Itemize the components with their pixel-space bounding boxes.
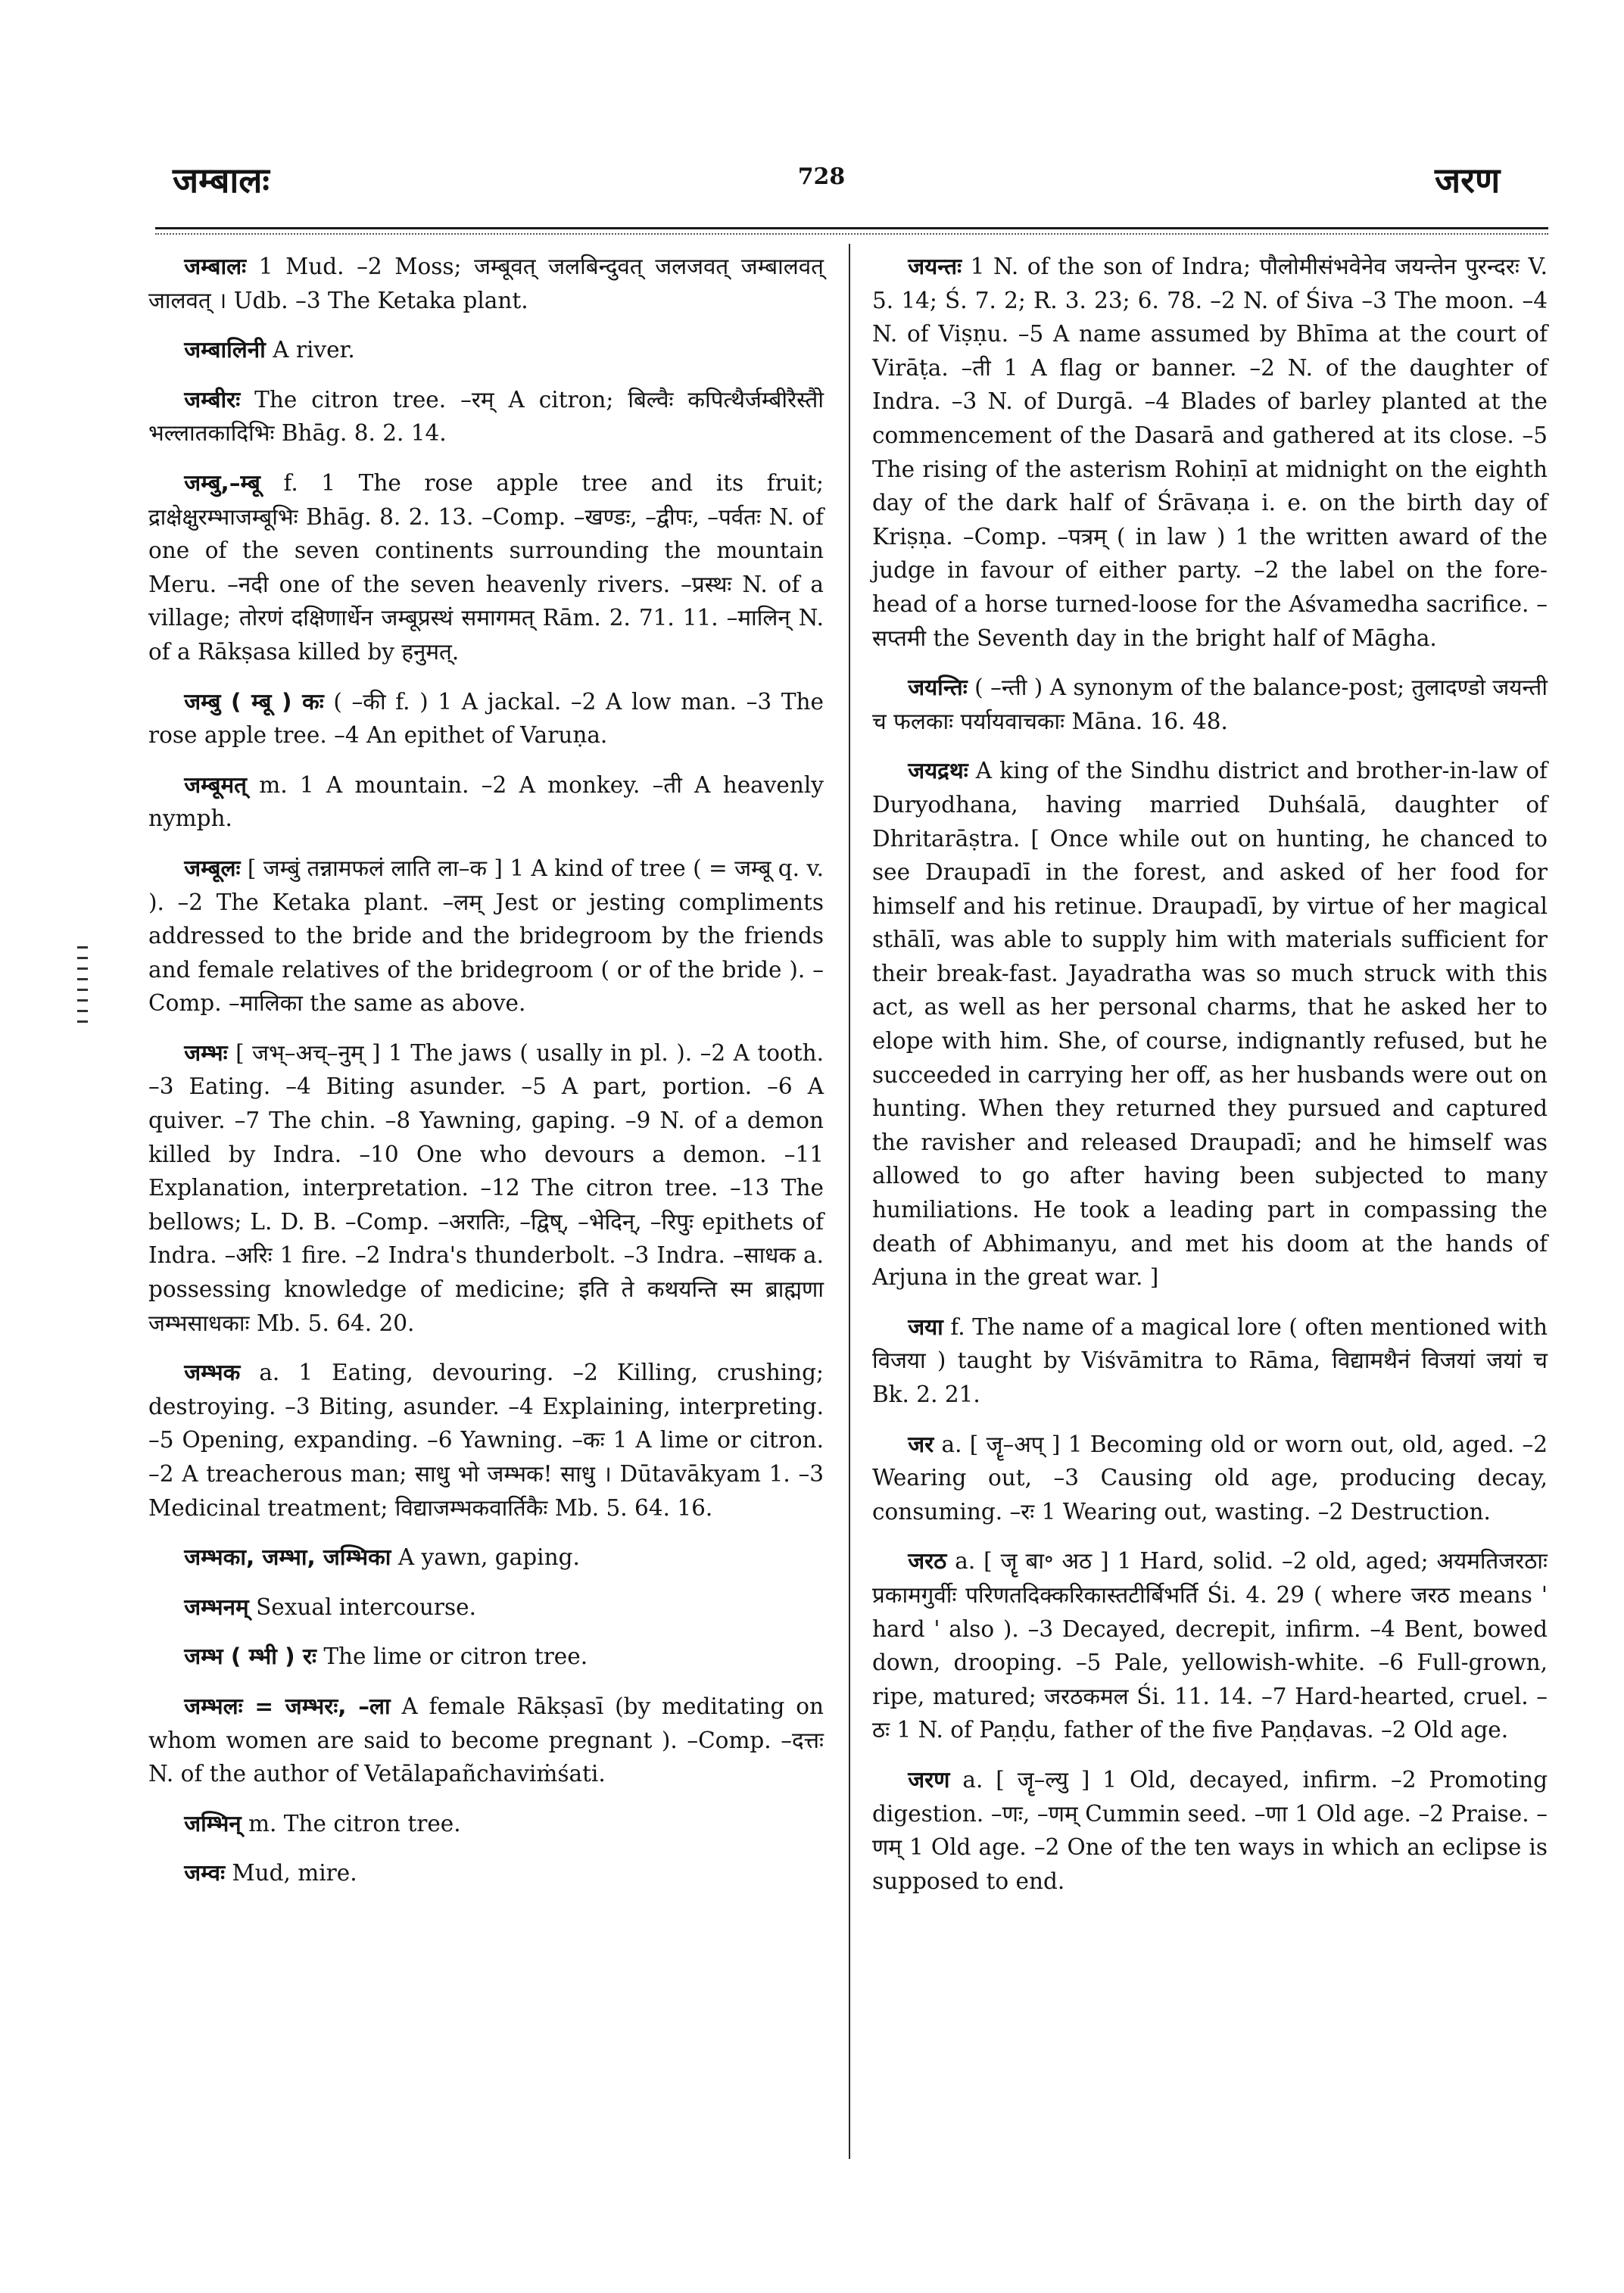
dictionary-entry [148, 1690, 824, 1791]
dictionary-entry [148, 1807, 824, 1841]
dictionary-entry [148, 333, 824, 367]
dictionary-entry [148, 852, 824, 1020]
header-rule [155, 227, 1548, 229]
headword: जम्वः [184, 1860, 226, 1886]
dictionary-entry [872, 1763, 1548, 1898]
page-number: 728 [797, 164, 846, 190]
dictionary-entry [148, 1356, 824, 1525]
header-dotted-rule [155, 233, 1548, 235]
definition: [ जम्बुं तन्नामफलं लाति ला–क ] 1 A kind of tree ( = जम्बू q. v. ). –2 The Ketaka plant. –लम् Jest or jesting compliments addressed to the bride and the bridegroom by the friends and female relatives of the bridegroom ( or of the bride ). –Comp. –मालिका the same as above. [148, 855, 824, 1017]
definition: A river. [273, 337, 355, 363]
definition: [ जभ्–अच्–नुम् ] 1 The jaws ( usally in pl. ). –2 A tooth. –3 Eating. –4 Biting asunder. –5 A part, portion. –6 A quiver. –7 The chin. –8 Yawning, gaping. –9 N. of a demon killed by Indra. –10 One who devours a demon. –11 Explanation, interpretation. –12 The citron tree. –13 The bellows; L. D. B. –Comp. –अरातिः, –द्विष्, –भेदिन्, –रिपुः epithets of Indra. –अरिः 1 fire. –2 Indra's thunderbolt. –3 Indra. –साधक a. possessing knowledge of medicine; इति ते कथयन्ति स्म ब्राह्मणा जम्भसाधकाः Mb. 5. 64. 20. [148, 1039, 824, 1336]
headword: जम्भिन् [184, 1810, 242, 1837]
headword: जरण [908, 1766, 950, 1793]
dictionary-entry [872, 671, 1548, 738]
definition: m. The citron tree. [248, 1810, 461, 1837]
definition: A female Rākṣasī (by meditating on whom women are said to become pregnant ). –Comp. –दत्तः N. of the author of Vetālapañchaviṁśati. [148, 1693, 824, 1787]
dictionary-entry [872, 754, 1548, 1294]
definition: ( –की f. ) 1 A jackal. –2 A low man. –3 The rose apple tree. –4 An epithet of Varuṇa. [148, 688, 824, 749]
definition: The citron tree. –रम् A citron; बिल्वैः कपित्थैर्जम्बीरैस्तैो भल्लातकादिभिः Bhāg. 8. 2. 14. [148, 386, 824, 447]
dictionary-entry [148, 768, 824, 836]
headword: जम्बूमत् [184, 771, 247, 798]
dictionary-entry [872, 1310, 1548, 1412]
headword: जम्बीरः [184, 386, 241, 413]
dictionary-entry [148, 383, 824, 450]
dictionary-entry [148, 250, 824, 317]
definition: The lime or citron tree. [323, 1643, 588, 1670]
headword: जम्भलः = जम्भरः, –ला [184, 1693, 391, 1719]
definition: ( –न्ती ) A synonym of the balance-post; तुलादण्डो जयन्ती च फलकाः पर्यायवाचकाः Māna. 16. 48. [872, 675, 1548, 734]
headword: जम्भः [184, 1039, 228, 1066]
definition: A yawn, gaping. [397, 1544, 580, 1571]
headword: जम्भका, जम्भा, जम्भिका [184, 1544, 391, 1571]
dictionary-entry [148, 1036, 824, 1340]
headword: जयन्तिः [908, 675, 968, 701]
column-divider [849, 244, 850, 2159]
headword: जयद्रथः [908, 758, 968, 784]
headword: जम्भनम् [184, 1594, 249, 1620]
running-head-right: जरण [1435, 160, 1501, 201]
headword: जम्बु ( म्बू ) कः [184, 688, 324, 715]
headword: जम्बालः [184, 254, 247, 279]
headword: जम्बालिनी [184, 337, 266, 363]
left-column [148, 250, 824, 1906]
headword: जयन्तः [908, 254, 962, 279]
definition: f. 1 The rose apple tree and its fruit; द्राक्षेक्षुरम्भाजम्बूभिः Bhāg. 8. 2. 13. –Comp. –खण्डः, –द्वीपः, –पर्वतः N. of one of the seven continents surrounding the mountain Meru. –नदी one of the seven heavenly rivers. –प्रस्थः N. of a village; तोरणं दक्षिणार्धेन जम्बूप्रस्थं समागमत् Rām. 2. 71. 11. –मालिन् N. of a Rākṣasa killed by हनुमत्. [148, 469, 824, 665]
headword: जरठ [908, 1548, 947, 1575]
dictionary-entry [148, 466, 824, 669]
headword: जया [908, 1313, 943, 1340]
headword: जम्भक [184, 1360, 241, 1386]
right-column [872, 250, 1548, 1914]
definition: Mud, mire. [232, 1860, 357, 1886]
dictionary-entry [872, 1428, 1548, 1529]
headword: जम्बु,–म्बू [184, 469, 260, 496]
dictionary-entry [148, 685, 824, 752]
definition: a. [ जॄ–ल्यु ] 1 Old, decayed, infirm. –2 Promoting digestion. –णः, –णम् Cummin seed. –णा 1 Old age. –2 Praise. –णम् 1 Old age. –2 One of the ten ways in which an eclipse is supposed to end. [872, 1766, 1548, 1894]
dictionary-entry [148, 1640, 824, 1674]
dictionary-entry [872, 250, 1548, 655]
dictionary-entry [148, 1541, 824, 1575]
dictionary-entry [148, 1856, 824, 1890]
headword: जम्बूलः [184, 855, 241, 881]
definition: 1 N. of the son of Indra; पौलोमीसंभवेनेव जयन्तेन पुरन्दरः V. 5. 14; Ś. 7. 2; R. 3. 23; 6. 78. –2 N. of Śiva –3 The moon. –4 N. of Viṣṇu. –5 A name assumed by Bhīma at the court of Virāṭa. –ती 1 A flag or banner. –2 N. of the daughter of Indra. –3 N. of Durgā. –4 Blades of barley planted at the commencement of the Dasarā and gathered at its close. –5 The rising of the asterism Rohiṇī at midnight on the eighth day of the dark half of Śrāvaṇa i. e. on the birth day of Kriṣṇa. –Comp. –पत्रम् ( in law ) 1 the written award of the judge in favour of either party. –2 the label on the fore-head of a horse turned-loose for the Aśvamedha sacrifice. –सप्तमी the Seventh day in the bright half of Māgha. [872, 254, 1548, 651]
definition: 1 Mud. –2 Moss; जम्बूवत् जलबिन्दुवत् जलजवत् जम्बालवत् जालवत् । Udb. –3 The Ketaka plant. [148, 254, 824, 313]
running-head-left: जम्बालः [173, 160, 270, 201]
scan-margin-mark [77, 946, 88, 1030]
definition: A king of the Sindhu district and brother-in-law of Duryodhana, having married Duhśalā, daughter of Dhritarāṣtra. [ Once while out on hunting, he chanced to see Draupadī in the forest, and asked of her food for himself and his retinue. Draupadī, by virtue of her magical sthālī, was able to supply him with materials sufficient for their break-fast. Jayadratha was so much struck with this act, as well as her personal charms, that he asked her to elope with him. She, of course, indignantly refused, but he succeeded in carrying her off, as her husbands were out on hunting. When they returned they pursued and captured the ravisher and released Draupadī; and he himself was allowed to go after having been subjected to many humiliations. He took a leading part in compassing the death of Abhimanyu, and met his doom at the hands of Arjuna in the great war. ] [872, 758, 1548, 1291]
dictionary-entry [148, 1590, 824, 1625]
headword: जम्भ ( म्भी ) रः [184, 1643, 316, 1670]
dictionary-entry [872, 1544, 1548, 1747]
definition: m. 1 A mountain. –2 A monkey. –ती A heavenly nymph. [148, 771, 824, 832]
definition: f. The name of a magical lore ( often mentioned with विजया ) taught by Viśvāmitra to Rāma, विद्यामथैनं विजयां जयां च Bk. 2. 21. [872, 1313, 1548, 1407]
definition: a. 1 Eating, devouring. –2 Killing, crushing; destroying. –3 Biting, asunder. –4 Explaining, interpreting. –5 Opening, expanding. –6 Yawning. –कः 1 A lime or citron. –2 A treacherous man; साधु भो जम्भक! साधु । Dūtavākyam 1. –3 Medicinal treatment; विद्याजम्भकवार्तिकैः Mb. 5. 64. 16. [148, 1360, 824, 1521]
headword: जर [908, 1431, 934, 1457]
definition: Sexual intercourse. [256, 1594, 476, 1620]
definition: a. [ जॄ बा॰ अठ ] 1 Hard, solid. –2 old, aged; अयमतिजरठाः प्रकामगुर्वीः परिणतदिक्करिकास्तटीर्बिभर्ति Śi. 4. 29 ( where जरठ means ' hard ' also ). –3 Decayed, decrepit, infirm. –4 Bent, bowed down, drooping. –5 Pale, yellowish-white. –6 Full-grown, ripe, matured; जरठकमल Śi. 11. 14. –7 Hard-hearted, cruel. –ठः 1 N. of Paṇḍu, father of the five Paṇḍavas. –2 Old age. [872, 1548, 1548, 1743]
definition: a. [ जॄ–अप् ] 1 Becoming old or worn out, old, aged. –2 Wearing out, –3 Causing old age, producing decay, consuming. –रः 1 Wearing out, wasting. –2 Destruction. [872, 1431, 1548, 1525]
